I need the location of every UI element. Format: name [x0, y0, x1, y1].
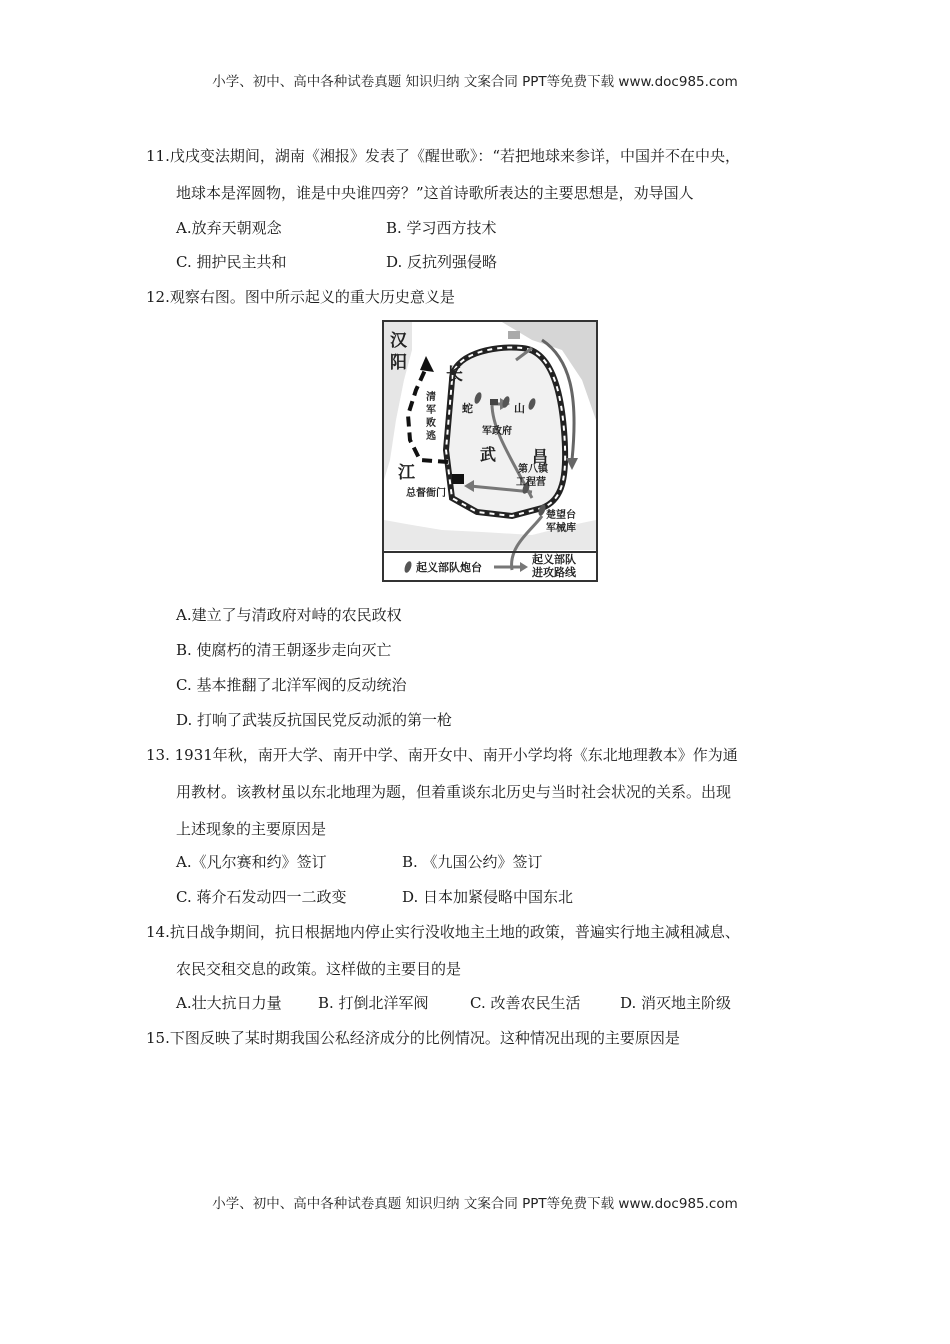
q11-option-a[interactable]: A.放弃天朝观念	[176, 219, 282, 237]
map-label-she: 蛇	[462, 402, 473, 415]
map-label-han: 汉	[390, 331, 407, 351]
map-label-yang: 阳	[390, 353, 407, 373]
map-label-eighth-corps-1: 第八镇	[518, 464, 548, 475]
map-label-armory-1: 楚望台	[546, 510, 576, 521]
q13-stem-line-2: 用教材。该教材虽以东北地理为题，但着重谈东北历史与当时社会状况的关系。出现	[176, 783, 732, 801]
map-label-military-gov: 军政府	[482, 426, 512, 437]
page-footer: 小学、初中、高中各种试卷真题 知识归纳 文案合同 PPT等免费下载 www.doc985.com	[212, 1196, 738, 1212]
wuchang-uprising-map	[382, 320, 598, 582]
gate-marker	[508, 331, 520, 339]
map-label-qing-4: 逃	[426, 431, 436, 442]
q14-stem-line-2: 农民交租交息的政策。这样做的主要目的是	[176, 960, 462, 978]
map-label-chang: 长	[446, 365, 463, 385]
q11-option-d[interactable]: D. 反抗列强侵略	[386, 253, 498, 271]
q11-option-c[interactable]: C. 拥护民主共和	[176, 253, 287, 271]
map-label-chang-city: 昌	[532, 447, 549, 466]
q13-option-c[interactable]: C. 蒋介石发动四一二政变	[176, 888, 347, 906]
q12-option-b[interactable]: B. 使腐朽的清王朝逐步走向灭亡	[176, 641, 392, 659]
q12-option-a[interactable]: A.建立了与清政府对峙的农民政权	[176, 606, 402, 624]
q15-stem: 15.下图反映了某时期我国公私经济成分的比例情况。这种情况出现的主要原因是	[146, 1029, 680, 1047]
map-label-armory-2: 军械库	[546, 523, 576, 534]
hill-marker	[490, 399, 498, 405]
map-label-qing-1: 清	[426, 392, 436, 403]
yamen-marker	[452, 474, 464, 484]
map-label-qing-2: 军	[426, 405, 436, 416]
map-label-yamen: 总督衙门	[406, 488, 446, 499]
map-svg	[382, 320, 598, 582]
map-label-eighth-corps-2: 工程营	[516, 477, 546, 488]
legend-artillery-label: 起义部队炮台	[416, 561, 482, 574]
q12-stem: 12.观察右图。图中所示起义的重大历史意义是	[146, 288, 455, 306]
page-header: 小学、初中、高中各种试卷真题 知识归纳 文案合同 PPT等免费下载 www.doc985.com	[212, 74, 738, 90]
q11-option-b[interactable]: B. 学习西方技术	[386, 219, 497, 237]
q13-option-a[interactable]: A.《凡尔赛和约》签订	[176, 853, 327, 871]
legend-route-label-2: 进攻路线	[532, 566, 576, 579]
q12-option-c[interactable]: C. 基本推翻了北洋军阀的反动统治	[176, 676, 407, 694]
q14-option-c[interactable]: C. 改善农民生活	[470, 994, 581, 1012]
q13-stem-line-3: 上述现象的主要原因是	[176, 820, 327, 838]
legend-route-label-1: 起义部队	[532, 553, 576, 566]
q12-option-d[interactable]: D. 打响了武装反抗国民党反动派的第一枪	[176, 711, 453, 729]
map-label-wu: 武	[480, 445, 497, 464]
q14-option-a[interactable]: A.壮大抗日力量	[176, 994, 282, 1012]
q11-stem-line-1: 11.戊戌变法期间，湖南《湘报》发表了《醒世歌》：“若把地球来参详，中国并不在中央，	[146, 147, 741, 165]
q14-stem-line-1: 14.抗日战争期间，抗日根据地内停止实行没收地主土地的政策，普遍实行地主减租减息、	[146, 923, 740, 941]
map-label-qing-3: 败	[426, 418, 436, 429]
q11-stem-line-2: 地球本是浑圆物，谁是中央谁四旁？”这首诗歌所表达的主要思想是，劝导国人	[176, 184, 694, 202]
q14-option-d[interactable]: D. 消灭地主阶级	[620, 994, 732, 1012]
q13-option-d[interactable]: D. 日本加紧侵略中国东北	[402, 888, 574, 906]
q14-option-b[interactable]: B. 打倒北洋军阀	[318, 994, 429, 1012]
map-label-jiang: 江	[398, 463, 415, 483]
q13-option-b[interactable]: B. 《九国公约》签订	[402, 853, 543, 871]
q13-stem-line-1: 13. 1931年秋，南开大学、南开中学、南开女中、南开小学均将《东北地理教本》作为通	[146, 746, 738, 764]
map-label-shan: 山	[514, 402, 525, 415]
